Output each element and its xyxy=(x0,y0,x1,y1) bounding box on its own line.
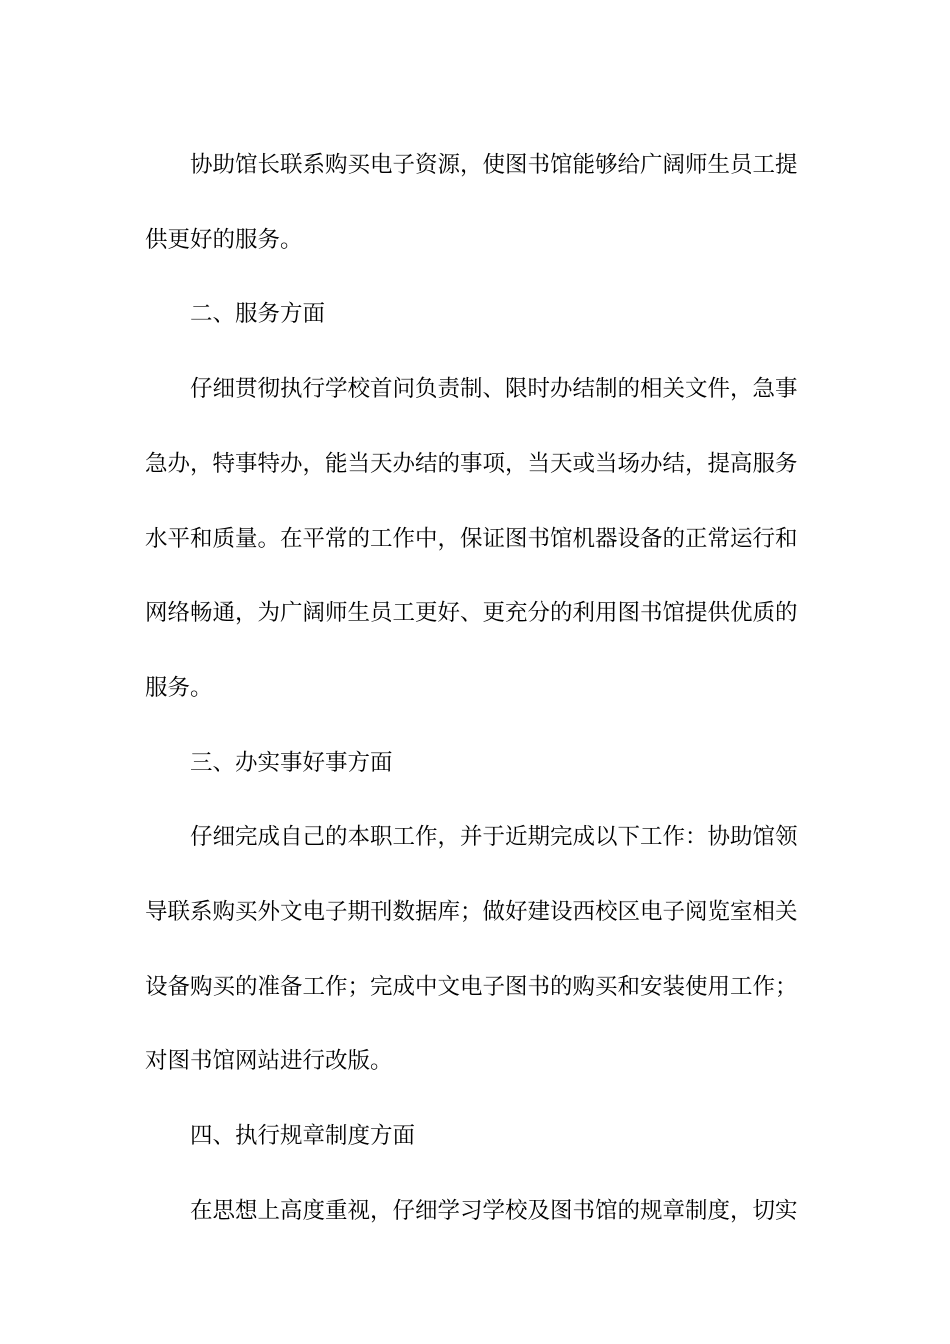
paragraph-resources: 协助馆长联系购买电子资源，使图书馆能够给广阔师生员工提供更好的服务。 xyxy=(145,152,798,253)
heading-regulations: 四、执行规章制度方面 xyxy=(190,1123,416,1150)
heading-practical-work: 三、办实事好事方面 xyxy=(190,749,393,776)
paragraph-service: 仔细贯彻执行学校首问负责制、限时办结制的相关文件，急事急办，特事特办，能当天办结的事项，当天或当场办结，提高服务水平和质量。在平常的工作中，保证图书馆机器设备的正常运行和网络畅通，为广阔师生员工更好、更充分的利用图书馆提供优质的服务。 xyxy=(145,376,798,701)
document-body xyxy=(145,128,810,1249)
paragraph-practical-work: 仔细完成自己的本职工作，并于近期完成以下工作：协助馆领导联系购买外文电子期刊数据库；做好建设西校区电子阅览室相关设备购买的准备工作；完成中文电子图书的购买和安装使用工作；对图书馆网站进行改版。 xyxy=(145,824,798,1075)
paragraph-regulations: 在思想上高度重视，仔细学习学校及图书馆的规章制度，切实 xyxy=(190,1197,798,1224)
heading-service: 二、服务方面 xyxy=(190,301,326,328)
